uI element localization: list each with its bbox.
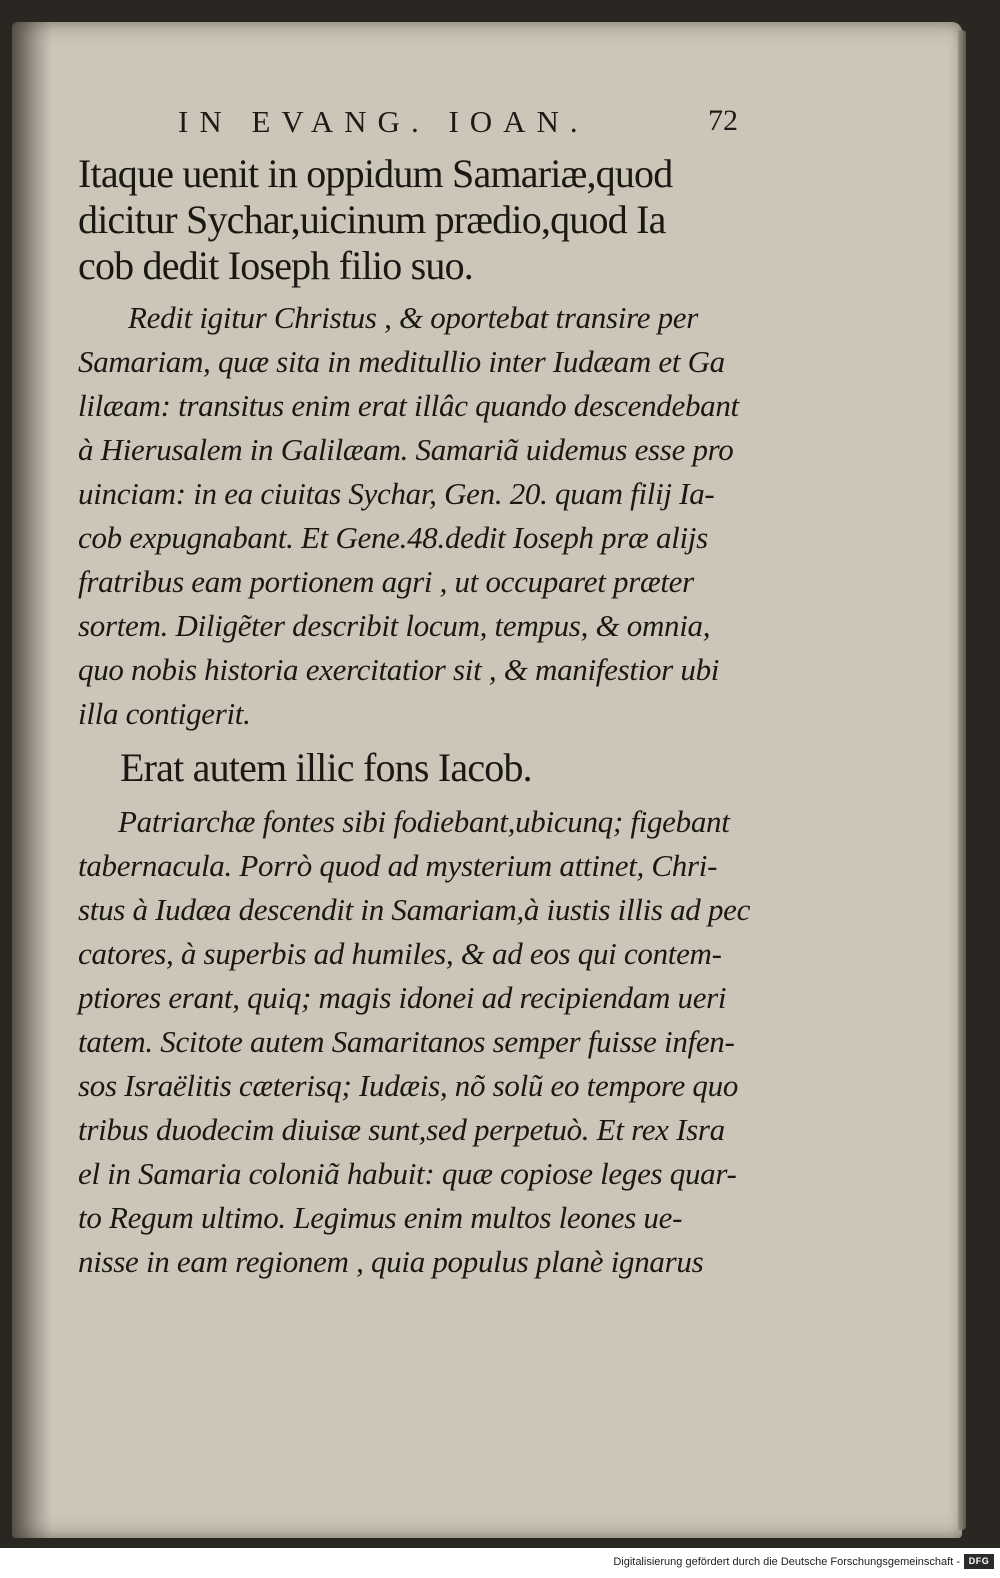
page-gutter-shadow — [12, 22, 52, 1538]
commentary-line: Patriarchæ fontes sibi fodiebant,ubicunq; figebant — [118, 804, 730, 839]
commentary-line: à Hierusalem in Galilæam. Samariã uidemus esse pro — [78, 432, 734, 467]
lemma-line: cob dedit Ioseph filio suo. — [78, 243, 474, 288]
commentary-line: sortem. Diligẽter describit locum, tempus, & omnia, — [78, 608, 711, 643]
commentary-line: illa contigerit. — [78, 696, 251, 731]
commentary-line: Redit igitur Christus , & oportebat transire per — [128, 300, 699, 335]
commentary-line: quo nobis historia exercitatior sit , & manifestior ubi — [78, 652, 720, 687]
commentary-line: sos Israëlitis cæterisq; Iudæis, nõ solũ eo tempore quo — [78, 1068, 739, 1103]
commentary-line: nisse in eam regionem , quia populus planè ignarus — [78, 1244, 704, 1279]
lemma-line: Itaque uenit in oppidum Samariæ,quod — [78, 151, 673, 196]
commentary-line: ptiores erant, quiq; magis idonei ad recipiendam ueri — [78, 980, 727, 1015]
commentary-line: tribus duodecim diuisæ sunt,sed perpetuò. Et rex Isra — [78, 1112, 725, 1147]
lemma-line: Erat autem illic fons Iacob. — [120, 745, 532, 790]
commentary-line: fratribus eam portionem agri , ut occuparet præter — [78, 564, 694, 599]
commentary-line: lilæam: transitus enim erat illâc quando descendebant — [78, 388, 739, 423]
commentary-line: catores, à superbis ad humiles, & ad eos qui contem- — [78, 936, 722, 971]
commentary-line: cob expugnabant. Et Gene.48.dedit Ioseph præ alijs — [78, 520, 708, 555]
commentary-line: uinciam: in ea ciuitas Sychar, Gen. 20. quam filij Ia- — [78, 476, 715, 511]
page-edge — [958, 30, 966, 1530]
commentary-line: el in Samaria coloniã habuit: quæ copiose leges quar- — [78, 1156, 737, 1191]
commentary-line: tatem. Scitote autem Samaritanos semper fuisse infen- — [78, 1024, 735, 1059]
commentary-line: tabernacula. Porrò quod ad mysterium attinet, Chri- — [78, 848, 718, 883]
commentary-line: to Regum ultimo. Legimus enim multos leones ue- — [78, 1200, 683, 1235]
commentary-line: Samariam, quæ sita in meditullio inter Iudæam et Ga — [78, 344, 725, 379]
page-number: 72 — [708, 104, 738, 137]
running-head-title: IN EVANG. IOAN. — [178, 104, 589, 139]
lemma-line: dicitur Sychar,uicinum prædio,quod Ia — [78, 197, 666, 242]
running-head — [178, 104, 738, 144]
funding-credit: Digitalisierung gefördert durch die Deutsche Forschungsgemeinschaft - — [613, 1556, 960, 1568]
footer-bar — [0, 1548, 1000, 1578]
dfg-logo-icon: DFG — [964, 1554, 994, 1569]
commentary-line: stus à Iudæa descendit in Samariam,à iustis illis ad pec — [78, 892, 751, 927]
